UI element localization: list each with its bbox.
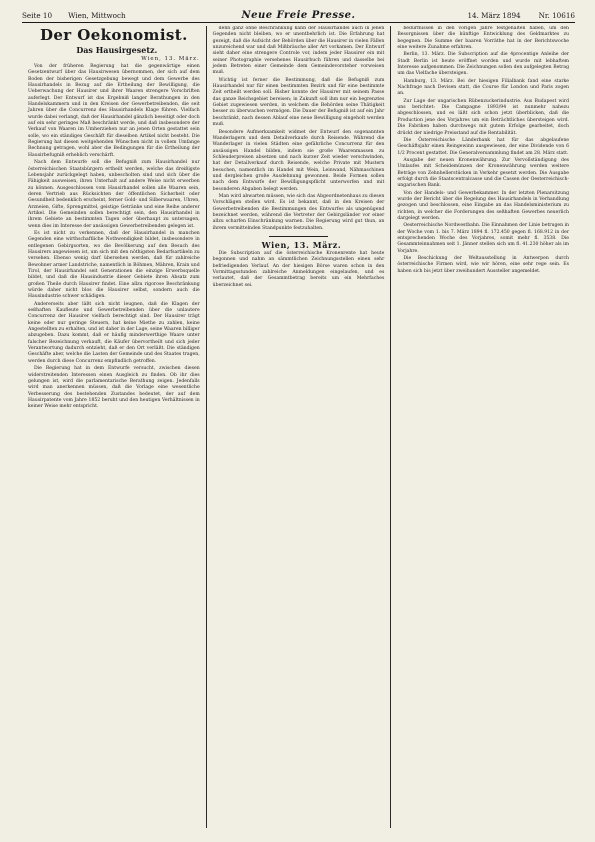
running-head-left bbox=[22, 11, 192, 20]
masthead: Neue Freie Presse. bbox=[241, 10, 356, 21]
section-subhead: Wien, 13. März. bbox=[261, 240, 342, 250]
paragraph: Wichtig ist ferner die Bestimmung, daß die Befugniß zum Hausirhandel nur für einen bestimmten Bezirk und für eine bestimmte Zeit ertheilt werden soll. Bisher konnte der Hausirer mit seinem Passe das ganze Reichsgebiet bereisen; in Zukunft soll ihm nur ein begrenztes Gebiet zugewiesen werden, in welchem die Behörden seine Thätigkeit besser zu überwachen vermögen. Die Dauer der Befugniß ist auf ein Jahr beschränkt, nach dessen Ablauf eine neue Bewilligung eingeholt werden muß. bbox=[212, 77, 385, 128]
paragraph: denn ganz ohne Beschränkung kann der Hausirhandel auch in jenen Gegenden nicht bleiben, wo er unentbehrlich ist. Die Erfahrung hat gezeigt, daß die Aufsicht der Behörden über die Hausirer in vielen Fällen unzureichend war und daß Mißbräuche aller Art vorkamen. Der Entwurf sieht daher eine strengere Controle vor, indem jeder Hausirer ein mit seiner Photographie versehenes Hausirbuch führen und dasselbe bei jedem Betreten einer Gemeinde dem Gemeindevorsteher vorweisen muß. bbox=[212, 26, 385, 76]
paragraph: bedürfnissen in den vorigen Jahre festgehalten haben, um den Besorgnissen über die künftige Entwicklung des Geldmarktes zu begegnen. Die Summe der baaren Vorräthe hat in der Berichtswoche eine weitere Zunahme erfahren. bbox=[397, 26, 570, 51]
running-head bbox=[22, 6, 575, 20]
column-2 bbox=[206, 26, 391, 828]
issue-date: 14. März 1894 bbox=[467, 11, 521, 20]
paragraph: Andererseits aber läßt sich nicht leugnen, daß die Klagen der seßhaften Kaufleute und Gewerbetreibenden über die unlautere Concurrenz der Hausirer vielfach berechtigt sind. Der Hausirer trägt keine oder nur geringe Steuern, hat keine Miethe zu zahlen, keine Angestellten zu erhalten, und ist daher in der Lage, seine Waaren billiger abzugeben. Dazu kommt, daß er häufig minderwerthige Waare unter falscher Bezeichnung verkauft, die Käufer übervortheilt und sich jeder Verantwortung dadurch entzieht, daß er den Ort verläßt. Die ständigen Geschäfte aber, welche die Lasten der Gemeinde und des Staates tragen, werden durch diese Concurrenz empfindlich getroffen. bbox=[28, 301, 200, 364]
paragraph: Von der Handels- und Gewerbekammer. In der letzten Plenarsitzung wurde der Bericht über die Regelung des Hausirhandels in Verhandlung gezogen und beschlossen, eine Eingabe an das Handelsministerium zu richten, in welcher die Forderungen des seßhaften Gewerbes neuerlich dargelegt werden. bbox=[397, 190, 570, 221]
paragraph: Die Regierung hat in dem Entwurfe versucht, zwischen diesen widerstreitenden Interessen einen Ausgleich zu finden. Ob ihr dies gelungen ist, wird die parlamentarische Berathung zeigen. Jedenfalls wird man anerkennen müssen, daß die Vorlage eine wesentliche Verbesserung des bestehenden Zustandes bedeutet, der auf dem Hausirpatente vom Jahre 1852 beruht und den heutigen Verhältnissen in keiner Weise mehr entspricht. bbox=[28, 366, 200, 410]
newspaper-columns bbox=[22, 26, 575, 828]
column-1 bbox=[22, 26, 206, 828]
header-rule bbox=[22, 22, 575, 23]
paragraph: Nach dem Entwurfe soll die Befugniß zum Hausirhandel nur österreichischen Staatsbürgern ertheilt werden, welche das dreißigste Lebensjahr zurückgelegt haben, unbescholten sind und sich über die Fähigkeit ausweisen, ihren Unterhalt auf andere Weise nicht erwerben zu können. Ausgeschlossen vom Hausirhandel sollen alle Waaren sein, deren Vertrieb aus Rücksichten der öffentlichen Sicherheit oder Gesundheit bedenklich erscheint, ferner Gold- und Silberwaaren, Uhren, Arzneien, Gifte, Sprengmittel, geistige Getränke und eine Reihe anderer Artikel. Die Gemeinden sollen berechtigt sein, den Hausirhandel in ihrem Gebiete an bestimmten Tagen oder überhaupt zu untersagen, wenn dies im Interesse der ansässigen Gewerbetreibenden gelegen ist. bbox=[28, 160, 200, 229]
place-day: Wien, Mittwoch bbox=[68, 11, 126, 20]
issue-number: Nr. 10616 bbox=[538, 11, 575, 20]
article-title: Das Hausirgesetz. bbox=[76, 45, 158, 55]
running-head-right bbox=[405, 11, 575, 20]
dateline: Wien, 13. März. bbox=[141, 56, 200, 62]
paragraph: Von der früheren Regierung hat die gegenwärtige einen Gesetzentwurf über das Hausirwesen übernommen, der sich auf dem Boden der bisherigen Gesetzgebung bewegt und dem Gewerbe des Hausirhandels in Bezug auf die Ertheilung der Bewilligung, die Ueberwachung der Hausirer und ihrer Waaren strengere Vorschriften auferlegt. Der Entwurf ist das Ergebniß langer Berathungen in den Handelskammern und in den Kreisen der Gewerbetreibenden, die seit Jahren über die Concurrenz des Hausirhandels Klage führen. Vielfach wurde dabei verlangt, daß der Hausirhandel gänzlich beseitigt oder doch auf ein sehr geringes Maß beschränkt werde, und daß insbesondere der Verkauf von Waaren im Umherziehen nur an jenen Orten gestattet sein solle, wo ein ständiges Geschäft für dieselben Artikel nicht besteht. Die Regierung hat diesen weitgehenden Wünschen nicht in vollem Umfange Rechnung getragen, wohl aber die Bedingungen für die Ertheilung der Hausirbefugniß erheblich verschärft. bbox=[28, 64, 200, 158]
page-number: Seite 10 bbox=[22, 11, 53, 20]
paragraph: Die Subscription auf die österreichische Kronenrente hat heute begonnen und nahm an sämmtlichen Zeichnungsstellen einen sehr befriedigenden Verlauf. An der hiesigen Börse waren schon in den Vormittagsstunden zahlreiche Anmeldungen eingelaufen, und es verlautet, daß der Gesammtbetrag bereits um ein Mehrfaches überzeichnet sei. bbox=[212, 251, 385, 288]
paragraph: Berlin, 13. März. Die Subscription auf die 4procentige Anleihe der Stadt Berlin ist heute eröffnet worden und wurde mit lebhaftem Interesse aufgenommen. Die Zeichnungen sollen den aufgelegten Betrag um das Vielfache übersteigen. bbox=[397, 52, 570, 77]
section-divider bbox=[269, 236, 327, 237]
column-3 bbox=[390, 26, 575, 828]
paragraph: Zur Lage der ungarischen Rübenzuckerindustrie. Aus Budapest wird uns berichtet: Die Campagne 1893/94 ist nunmehr nahezu abgeschlossen, und es läßt sich schon jetzt überblicken, daß die Production jene des Vorjahres um ein Beträchtliches übersteigen wird. Die Fabriken haben durchwegs mit gutem Erfolge gearbeitet, doch drückt der niedrige Preisstand auf die Rentabilität. bbox=[397, 98, 570, 136]
paragraph: Hamburg, 13. März. Bei der hiesigen Filialbank fand eine starke Nachfrage nach Devisen statt, die Course für London und Paris zogen an. bbox=[397, 78, 570, 97]
paragraph: Die Österreichische Länderbank hat für das abgelaufene Geschäftsjahr einen Reingewinn ausgewiesen, der eine Dividende von 6 1/2 Procent gestattet. Die Generalversammlung findet am 28. März statt. bbox=[397, 137, 570, 156]
paragraph: Man wird abwarten müssen, wie sich das Abgeordnetenhaus zu diesen Vorschlägen stellen wird. Es ist bekannt, daß in den Kreisen der Gewerbetreibenden die Bestimmungen des Entwurfes als ungenügend bezeichnet werden, während die Vertreter der Gebirgsländer vor einer allzu scharfen Einschränkung warnen. Die Regierung wird gut thun, an ihrem vermittelnden Standpunkte festzuhalten. bbox=[212, 193, 385, 231]
paragraph: Oesterreichische Nordwestbahn. Die Einnahmen der Linie betrugen in der Woche vom 1. bis 7. März 1894 fl. 172.450 gegen fl. 168.912 in der entsprechenden Woche des Vorjahres, somit mehr fl. 3538. Die Gesammteinnahmen seit 1. Jänner stellen sich um fl. 41.230 höher als im Vorjahre. bbox=[397, 223, 570, 254]
paragraph: Besondere Aufmerksamkeit widmet der Entwurf den sogenannten Wanderlagern und dem Detailverkaufe durch Reisende. Während die Wanderlager in vielen Städten eine gefährliche Concurrenz für den ansässigen Handel bilden, indem sie große Waarenmassen zu Schleuderpreisen absetzen und nach kurzer Zeit wieder verschwinden, hat der Detailverkauf durch Reisende, welche Private mit Mustern besuchen, namentlich im Handel mit Wein, Leinwand, Nähmaschinen und dergleichen große Ausdehnung gewonnen. Beide Formen sollen nach dem Entwurfe der Bewilligungspflicht unterworfen und mit besonderen Abgaben belegt werden. bbox=[212, 129, 385, 192]
paragraph: Es ist nicht zu verkennen, daß der Hausirhandel in manchen Gegenden eine wirthschaftliche Nothwendigkeit bildet, insbesondere in entlegenen Gebirgsorten, wo die Bevölkerung auf den Besuch des Hausirers angewiesen ist, um sich mit den nöthigsten Bedarfsartikeln zu versehen. Ebenso wenig darf übersehen werden, daß für zahlreiche Bewohner armer Landstriche, namentlich in Böhmen, Mähren, Krain und Tirol, der Hausirhandel seit Generationen die einzige Erwerbsquelle bildet, und daß die Hausindustrie dieser Gebiete ihren Absatz zum großen Theile durch Hausirer findet. Eine allzu rigorose Beschränkung würde daher nicht blos die Hausirer selbst, sondern auch die Hausindustrie schwer schädigen. bbox=[28, 230, 200, 300]
paragraph: Die Beschickung der Weltausstellung in Antwerpen durch österreichische Firmen wird, wie wir hören, eine sehr rege sein. Es haben sich bis jetzt über zweihundert Aussteller angemeldet. bbox=[397, 256, 570, 274]
section-title: Der Oekonomist. bbox=[39, 26, 188, 44]
paragraph: Ausgabe der neuen Kronenwährung. Zur Vervollständigung des Umlaufes mit Scheidemünzen der Kronenwährung werden weitere Beträge von Zehnhellerstücken in Verkehr gesetzt werden. Die Ausgabe erfolgt durch die Staatscentralcasse und die Cassen der Oesterreichisch-ungarischen Bank. bbox=[397, 157, 570, 189]
